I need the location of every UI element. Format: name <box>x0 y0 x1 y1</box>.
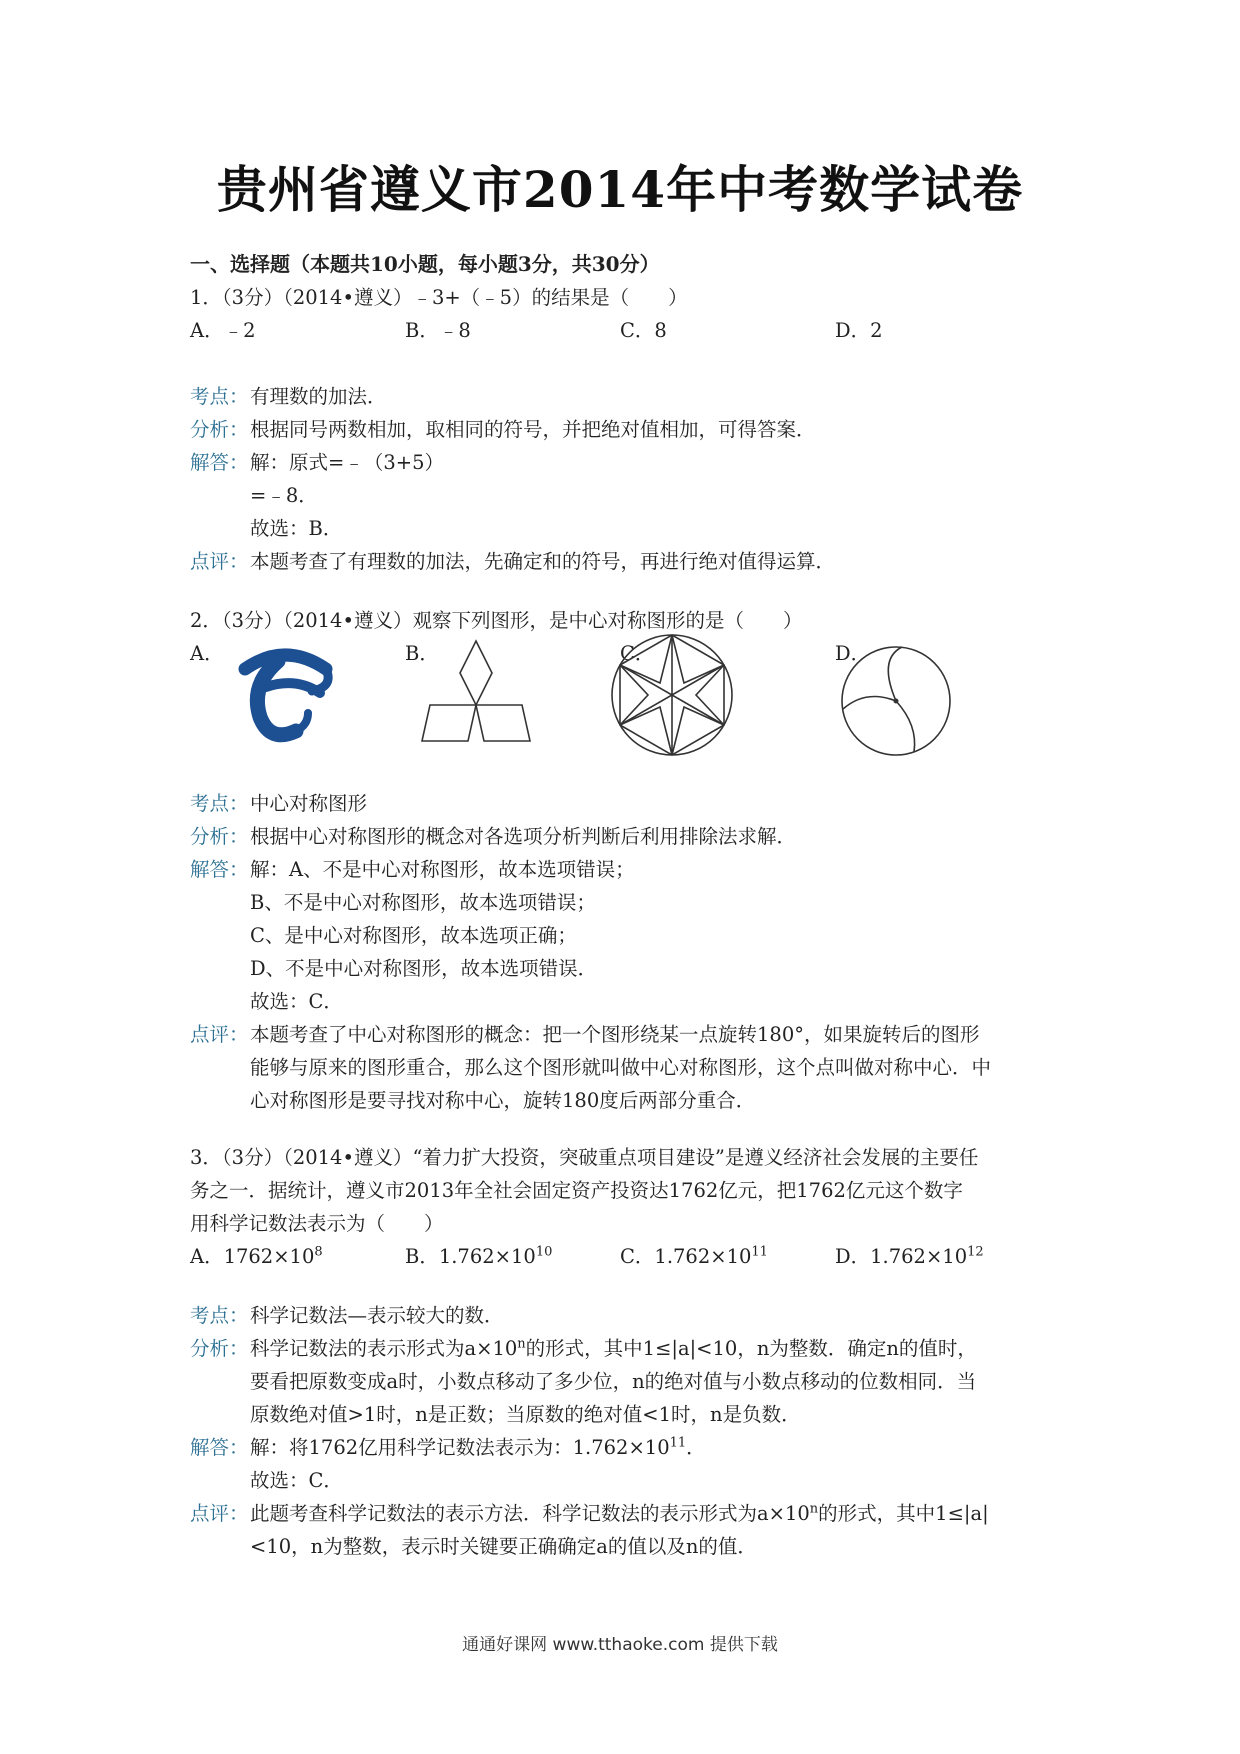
label-jieda: 解答： <box>190 858 249 881</box>
q1-dianping-text: 本题考查了有理数的加法，先确定和的符号，再进行绝对值得运算． <box>250 550 836 573</box>
q3-choice-d: D．$1.762\times 10^{12}$ <box>835 1244 984 1268</box>
q2-jieda-line-3-text: C、是中心对称图形，故本选项正确； <box>250 924 577 947</box>
q2-jieda-line-2-text: B、不是中心对称图形，故本选项错误； <box>250 891 596 914</box>
q1-choice-b: B．﹣8 <box>405 319 471 342</box>
q3-choice-a: A．$1762\times 10^8$ <box>190 1244 323 1268</box>
label-fenxi: 分析： <box>190 418 249 441</box>
china-telecom-logo-icon <box>230 647 340 747</box>
q2-jieda-line-1: 解：A、不是中心对称图形，故本选项错误； <box>250 858 635 881</box>
page-title: 贵州省遵义市2014年中考数学试卷 <box>216 160 1024 219</box>
q2-jieda-line-4 <box>190 952 1070 985</box>
q2-fenxi <box>190 820 1070 853</box>
q2-dianping-line-3 <box>190 1084 1070 1117</box>
label-fenxi: 分析： <box>190 1337 249 1360</box>
page-footer: 通通好课网 www.tthaoke.com 提供下载 <box>462 1635 778 1655</box>
q2-dianping-line-2 <box>190 1051 1070 1084</box>
q3-jieda <box>190 1431 1070 1464</box>
label-fenxi: 分析： <box>190 825 249 848</box>
q3-jieda-line-2-text: 故选：C． <box>250 1469 343 1492</box>
q2-dianping-line-2-text: 能够与原来的图形重合，那么这个图形就叫做中心对称图形，这个点叫做对称中心．中 <box>250 1056 992 1079</box>
q2-jieda-line-5-text: 故选：C． <box>250 990 343 1013</box>
q3-fenxi-line-3 <box>190 1398 1070 1431</box>
label-dianping: 点评： <box>190 1023 249 1046</box>
q1-kaodian-text: 有理数的加法． <box>250 385 387 408</box>
q2-fenxi-text: 根据中心对称图形的概念对各选项分析判断后利用排除法求解． <box>250 825 797 848</box>
q1-jieda-line-3 <box>190 512 1070 545</box>
q1-jieda-line-2-text: =﹣8． <box>250 484 318 507</box>
q2-dianping-line-3-text: 心对称图形是要寻找对称中心，旋转180度后两部分重合． <box>250 1089 756 1112</box>
q1-kaodian <box>190 380 1070 413</box>
q3-fenxi-line-3-text: 原数绝对值>1时，n是正数；当原数的绝对值<1时，n是负数． <box>250 1403 801 1426</box>
q2-jieda-line-3 <box>190 919 1070 952</box>
q2-stem: 2．（3分）（2014•遵义）观察下列图形，是中心对称图形的是（ ） <box>190 609 803 632</box>
exam-content <box>190 248 1070 1563</box>
q1-jieda <box>190 446 1070 479</box>
q1-choice-d: D．2 <box>835 319 883 342</box>
q3-dianping-line-2-text: <10，n为整数，表示时关键要正确确定a的值以及n的值． <box>250 1535 757 1558</box>
q3-choice-b: B．$1.762\times 10^{10}$ <box>405 1244 553 1268</box>
q3-kaodian-text: 科学记数法—表示较大的数． <box>250 1304 504 1327</box>
q3-fenxi <box>190 1332 1070 1365</box>
q3-fenxi-line-2-text: 要看把原数变成a时，小数点移动了多少位，n的绝对值与小数点移动的位数相同．当 <box>250 1370 977 1393</box>
q1-choices <box>190 314 1070 347</box>
q3-dianping-line-1: 此题考查科学记数法的表示方法．科学记数法的表示形式为$a\times 10^n$的形式，其中1≤|a| <box>250 1501 989 1525</box>
q3-kaodian <box>190 1299 1070 1332</box>
q2-choice-a: A． <box>190 642 224 665</box>
three-arc-circle-icon <box>838 645 954 757</box>
label-jieda: 解答： <box>190 1436 249 1459</box>
q3-dianping-line-2 <box>190 1530 1070 1563</box>
q2-dianping-line-1: 本题考查了中心对称图形的概念：把一个图形绕某一点旋转180°，如果旋转后的图形 <box>250 1023 980 1046</box>
q1-fenxi-text: 根据同号两数相加，取相同的符号，并把绝对值相加，可得答案． <box>250 418 816 441</box>
label-dianping: 点评： <box>190 550 249 573</box>
label-kaodian: 考点： <box>190 1304 249 1327</box>
q2-kaodian-text: 中心对称图形 <box>250 792 368 815</box>
q2-jieda-line-4-text: D、不是中心对称图形，故本选项错误． <box>250 957 598 980</box>
q2-kaodian <box>190 787 1070 820</box>
star-in-circle-icon <box>610 633 734 757</box>
q3-fenxi-line-2 <box>190 1365 1070 1398</box>
q2-choice-d: D． <box>835 642 871 665</box>
section-heading: 一、选择题（本题共10小题，每小题3分，共30分） <box>190 252 660 276</box>
q2-jieda-line-2 <box>190 886 1070 919</box>
q3-fenxi-line-1: 科学记数法的表示形式为$a\times 10^n$的形式，其中1≤|a|<10，n为整数．确定n的值时， <box>250 1336 977 1360</box>
q1-jieda-line-1: 解：原式=﹣（3+5） <box>250 451 444 474</box>
label-jieda: 解答： <box>190 451 249 474</box>
q3-jieda-line-1: 解：将1762亿用科学记数法表示为：$1.762\times 10^{11}$． <box>250 1435 706 1459</box>
q3-stem-line-3: 用科学记数法表示为（ ） <box>190 1212 444 1235</box>
q3-dianping <box>190 1497 1070 1530</box>
q1-jieda-line-3-text: 故选：B． <box>250 517 343 540</box>
label-dianping: 点评： <box>190 1502 249 1525</box>
q2-choice-c: C． <box>620 642 655 665</box>
q1-stem: 1．（3分）（2014•遵义）﹣3+（﹣5）的结果是（ ） <box>190 286 688 309</box>
q3-choice-c: C．$1.762\times 10^{11}$ <box>620 1244 768 1268</box>
q1-fenxi <box>190 413 1070 446</box>
q1-choice-c: C．8 <box>620 319 667 342</box>
q1-dianping <box>190 545 1070 578</box>
q3-jieda-line-2 <box>190 1464 1070 1497</box>
q2-choice-b: B． <box>405 642 439 665</box>
q3-stem-line-1: 3．（3分）（2014•遵义）“着力扩大投资，突破重点项目建设”是遵义经济社会发展的主要任 <box>190 1146 979 1169</box>
q1-jieda-line-2 <box>190 479 1070 512</box>
q2-jieda-line-5 <box>190 985 1070 1018</box>
label-kaodian: 考点： <box>190 385 249 408</box>
label-kaodian: 考点： <box>190 792 249 815</box>
q2-dianping <box>190 1018 1070 1051</box>
mitsubishi-rhombus-icon <box>420 639 532 747</box>
q2-figures <box>190 637 1070 767</box>
q2-jieda <box>190 853 1070 886</box>
q3-choices <box>190 1240 1070 1273</box>
q3-stem-line-2: 务之一．据统计，遵义市2013年全社会固定资产投资达1762亿元，把1762亿元这个数字 <box>190 1179 963 1202</box>
q1-choice-a: A．﹣2 <box>190 319 256 342</box>
